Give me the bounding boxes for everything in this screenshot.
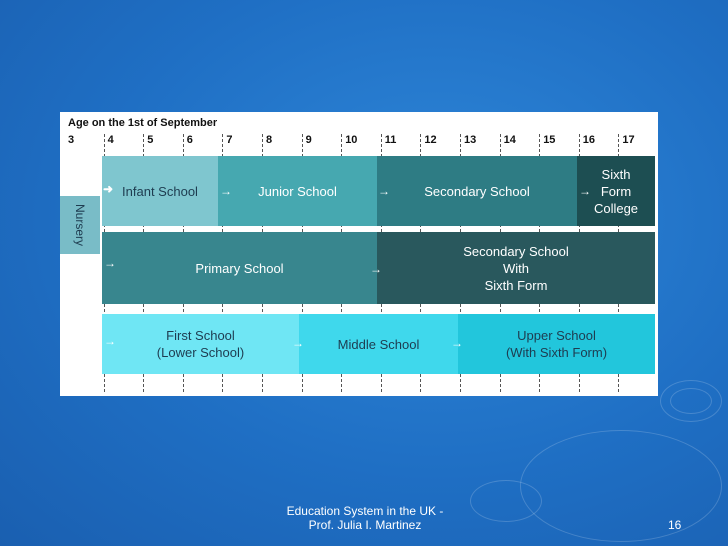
arrow-icon: ➜ — [103, 182, 114, 196]
sixth-form-college-box: Sixth Form College — [577, 156, 655, 226]
first-school-box: First School (Lower School) — [102, 314, 299, 374]
age-tick: 15 — [543, 134, 556, 146]
nursery-box: Nursery — [60, 196, 100, 254]
ripple-decoration — [520, 430, 722, 542]
age-tick: 12 — [424, 134, 437, 146]
age-tick: 14 — [503, 134, 516, 146]
age-tick: 11 — [384, 134, 397, 146]
primary-school-box: Primary School — [102, 232, 377, 304]
arrow-icon: → — [104, 334, 116, 348]
arrow-icon: → — [370, 262, 382, 276]
page-number: 16 — [668, 518, 682, 532]
age-tick: 6 — [186, 134, 193, 146]
arrow-icon: → — [104, 256, 116, 270]
age-tick: 5 — [147, 134, 154, 146]
age-tick: 17 — [622, 134, 635, 146]
infant-school-box: Infant School — [102, 156, 218, 226]
age-tick: 8 — [266, 134, 273, 146]
age-tick: 7 — [226, 134, 233, 146]
junior-school-box: Junior School — [218, 156, 377, 226]
age-header: Age on the 1st of September — [68, 117, 218, 129]
age-tick: 4 — [107, 134, 114, 146]
secondary-school-box: Secondary School — [377, 156, 577, 226]
ripple-decoration — [670, 388, 712, 414]
arrow-icon: → — [220, 184, 232, 198]
slide-footer: Education System in the UK - Prof. Julia I. Martinez — [286, 504, 444, 532]
upper-school-box: Upper School (With Sixth Form) — [458, 314, 655, 374]
age-tick: 13 — [464, 134, 477, 146]
education-diagram — [60, 112, 658, 396]
arrow-icon: → — [378, 184, 390, 198]
ripple-decoration — [470, 480, 542, 522]
middle-school-box: Middle School — [299, 314, 458, 374]
arrow-icon: → — [292, 336, 304, 350]
secondary-sixth-form-box: Secondary School With Sixth Form — [377, 232, 655, 304]
age-tick: 10 — [345, 134, 358, 146]
arrow-icon: → — [451, 336, 463, 350]
age-tick: 3 — [68, 134, 75, 146]
arrow-icon: → — [579, 184, 591, 198]
age-tick: 16 — [582, 134, 596, 146]
age-tick: 9 — [305, 134, 312, 146]
